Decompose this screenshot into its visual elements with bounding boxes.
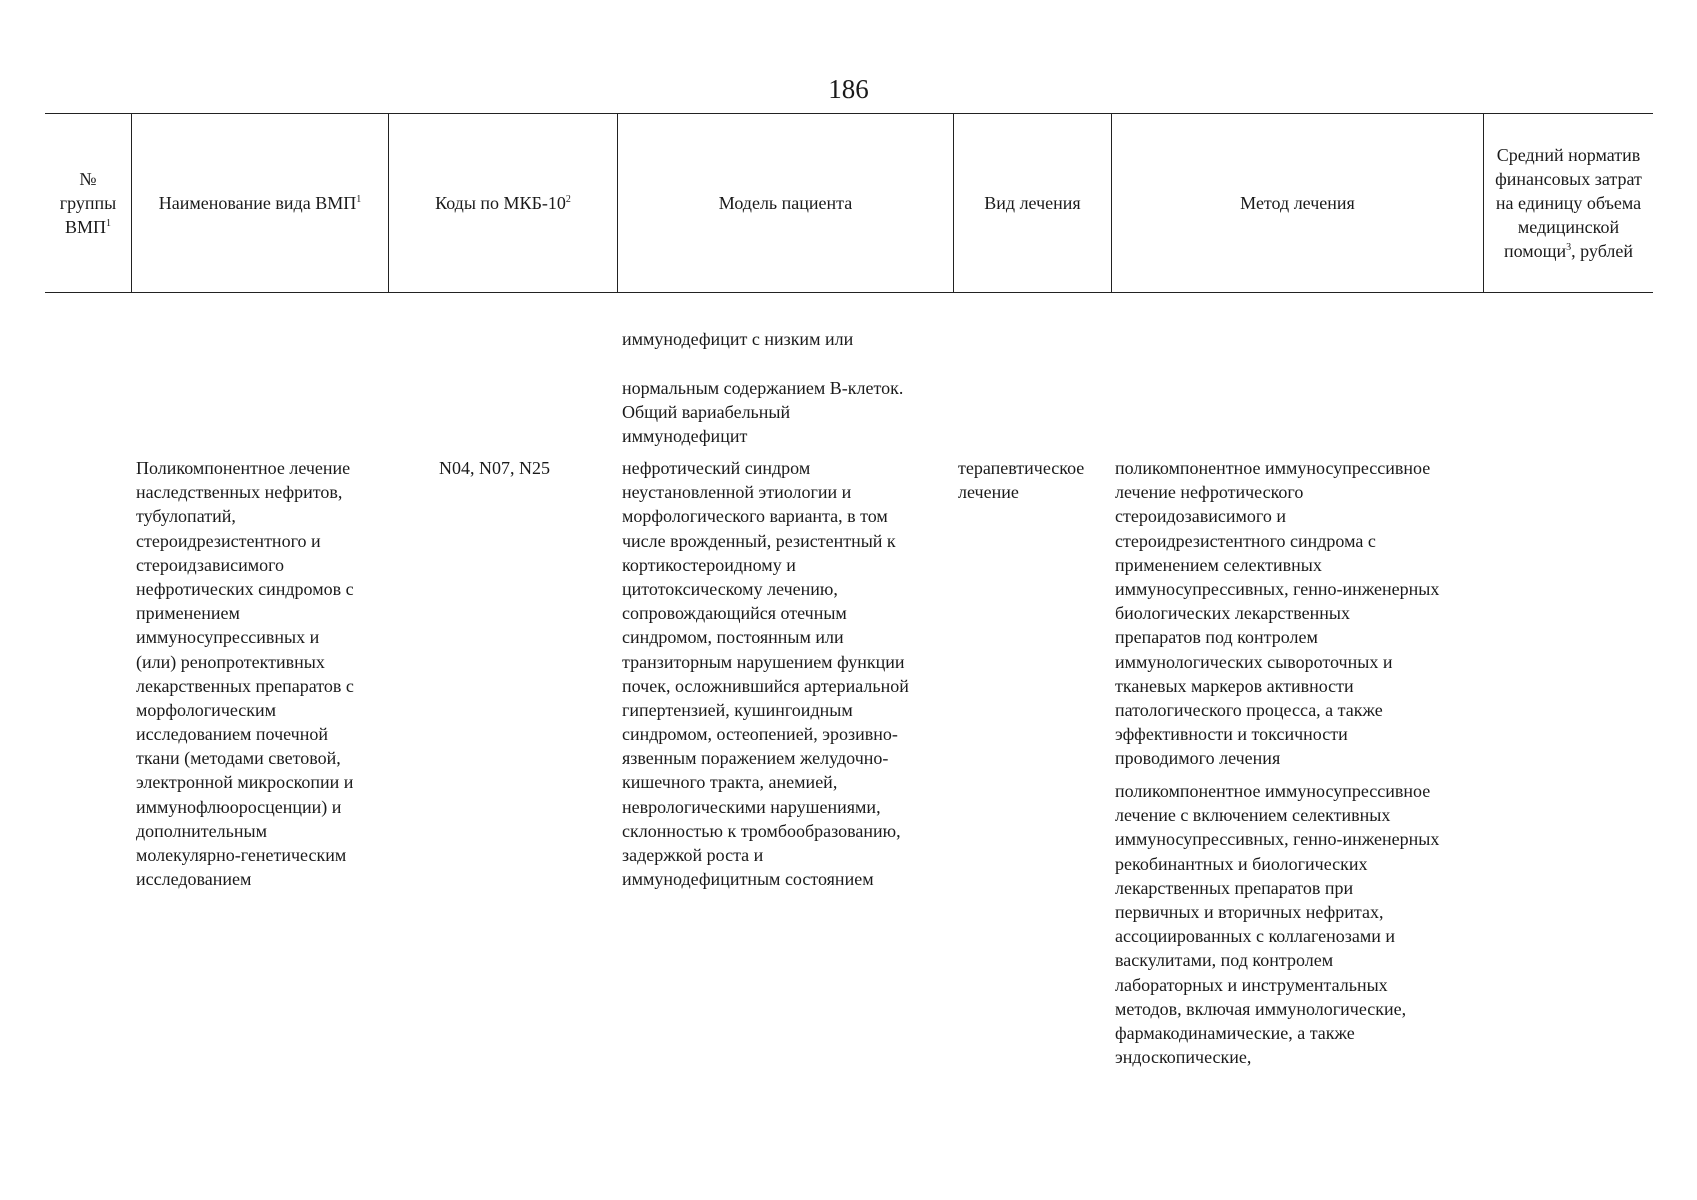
text-line: применением селективных (1115, 554, 1322, 575)
vmp-name-cell (136, 456, 354, 891)
text-line: лекарственных препаратов с (136, 675, 354, 696)
header-cell-codes (389, 114, 617, 292)
text-line: синдромом, постоянным или (622, 627, 844, 648)
model-continuation-line: иммунодефицит с низким или (622, 329, 854, 349)
header-group-text: № группы ВМП$^1$ (59, 169, 117, 237)
text-line: ассоциированных с коллагенозами и (1115, 926, 1396, 947)
text-line: рекобинантных и биологических (1115, 853, 1368, 874)
text-line: поликомпонентное иммуносупрессивное (1115, 781, 1431, 801)
text-line: стероидозависимого и (1115, 506, 1286, 527)
text-line: эндоскопические, (1115, 1047, 1252, 1068)
text-line: Поликомпонентное лечение (136, 458, 351, 478)
text-line: морфологическим (136, 699, 277, 720)
text-line: лечение нефротического (1115, 482, 1304, 503)
text-line: дополнительным (136, 820, 267, 841)
text-line: сопровождающийся отечным (622, 603, 847, 624)
text-line: неустановленной этиологии и (622, 482, 852, 503)
header-name-text: Наименование вида ВМП$^1$ (158, 193, 362, 213)
text-line: морфологического варианта, в том (622, 506, 888, 527)
header-cell-treatment (954, 114, 1111, 292)
header-codes-text: Коды по МКБ-$10^2$ (435, 193, 571, 213)
text-line: иммунофлюоросценции) и (136, 796, 342, 817)
text-line: лечение (958, 482, 1019, 503)
text-line: кортикостероидному и (622, 554, 796, 575)
text-line: исследованием (136, 869, 252, 890)
header-cell-group (45, 114, 131, 292)
header-treatment-text: Вид лечения (984, 193, 1081, 213)
text-line: синдромом, остеопенией, эрозивно- (622, 724, 898, 745)
treatment-type-cell (958, 456, 1084, 504)
text-line: цитотоксическому лечению, (622, 578, 838, 599)
text-line: методов, включая иммунологические, (1115, 998, 1407, 1019)
text-line: иммуносупрессивных, генно-инженерных (1115, 829, 1440, 850)
text-line: ткани (методами световой, (136, 748, 341, 769)
text-line: нефротических синдромов с (136, 578, 354, 599)
text-line: числе врожденный, резистентный к (622, 530, 896, 551)
text-line: стероидрезистентного и (136, 530, 321, 551)
header-cell-method (1112, 114, 1483, 292)
text-line: проводимого лечения (1115, 748, 1281, 769)
header-cost-text: Средний норматив финансовых затрат на единицу объема медицинской помощи$^3$, рублей (1495, 145, 1642, 261)
text-line: биологических лекарственных (1115, 603, 1350, 624)
text-line: молекулярно-генетическим (136, 845, 347, 865)
text-line: иммунологических сывороточных и (1115, 651, 1393, 672)
header-method-text: Метод лечения (1240, 193, 1355, 213)
text-line: поликомпонентное иммуносупрессивное (1115, 458, 1431, 478)
page-number: 186 (828, 74, 869, 104)
table-header (45, 113, 1653, 293)
text-line: иммуносупрессивных, генно-инженерных (1115, 578, 1440, 599)
text-line: гипертензией, кушингоидным (622, 699, 853, 720)
header-cell-model (618, 114, 953, 292)
text-line: применением (136, 603, 240, 624)
text-line: эффективности и токсичности (1115, 724, 1348, 745)
text-line: лекарственных препаратов при (1115, 877, 1354, 898)
text-line: иммунодефицитным состоянием (622, 869, 874, 890)
header-cell-name (132, 114, 388, 292)
text-line: Общий вариабельный (622, 402, 791, 423)
patient-model-cell (622, 456, 909, 891)
text-line: первичных и вторичных нефритах, (1115, 901, 1384, 922)
text-line: задержкой роста и (622, 845, 764, 865)
text-line: (или) ренопротективных (136, 651, 325, 672)
text-line: наследственных нефритов, (136, 482, 343, 503)
text-line: электронной микроскопии и (136, 772, 354, 793)
text-line: терапевтическое (958, 458, 1085, 478)
text-line: транзиторным нарушением функции (622, 651, 905, 672)
text-line: тубулопатий, (136, 506, 236, 527)
header-model-text: Модель пациента (718, 193, 853, 213)
text-line: язвенным поражением желудочно- (622, 748, 889, 769)
text-line: иммуносупрессивных и (136, 627, 320, 648)
text-line: почек, осложнившийся артериальной (622, 675, 909, 696)
text-line: склонностью к тромбообразованию, (622, 820, 901, 841)
text-line: васкулитами, под контролем (1115, 950, 1334, 971)
text-line: кишечного тракта, анемией, (622, 772, 838, 793)
text-line: иммунодефицит (622, 426, 748, 447)
text-line: фармакодинамические, а также (1115, 1022, 1355, 1043)
text-line: препаратов под контролем (1115, 627, 1318, 648)
text-line: лечение с включением селективных (1115, 805, 1391, 826)
text-line: стероидрезистентного синдрома с (1115, 530, 1376, 551)
text-line: стероидзависимого (136, 554, 285, 575)
header-cell-cost (1484, 114, 1653, 292)
text-line: нефротический синдром (622, 458, 811, 478)
treatment-method-cell (1115, 456, 1439, 770)
icd-codes-cell: N04, N07, N25 (439, 458, 550, 478)
text-line: патологического процесса, а также (1115, 699, 1383, 720)
text-line: исследованием почечной (136, 724, 328, 745)
text-line: неврологическими нарушениями, (622, 796, 881, 817)
text-line: тканевых маркеров активности (1115, 675, 1354, 696)
text-line: лабораторных и инструментальных (1115, 974, 1388, 995)
text-line: нормальным содержанием В-клеток. (622, 378, 904, 398)
treatment-method-cell (1115, 779, 1439, 1069)
model-continuation-block (622, 376, 903, 449)
